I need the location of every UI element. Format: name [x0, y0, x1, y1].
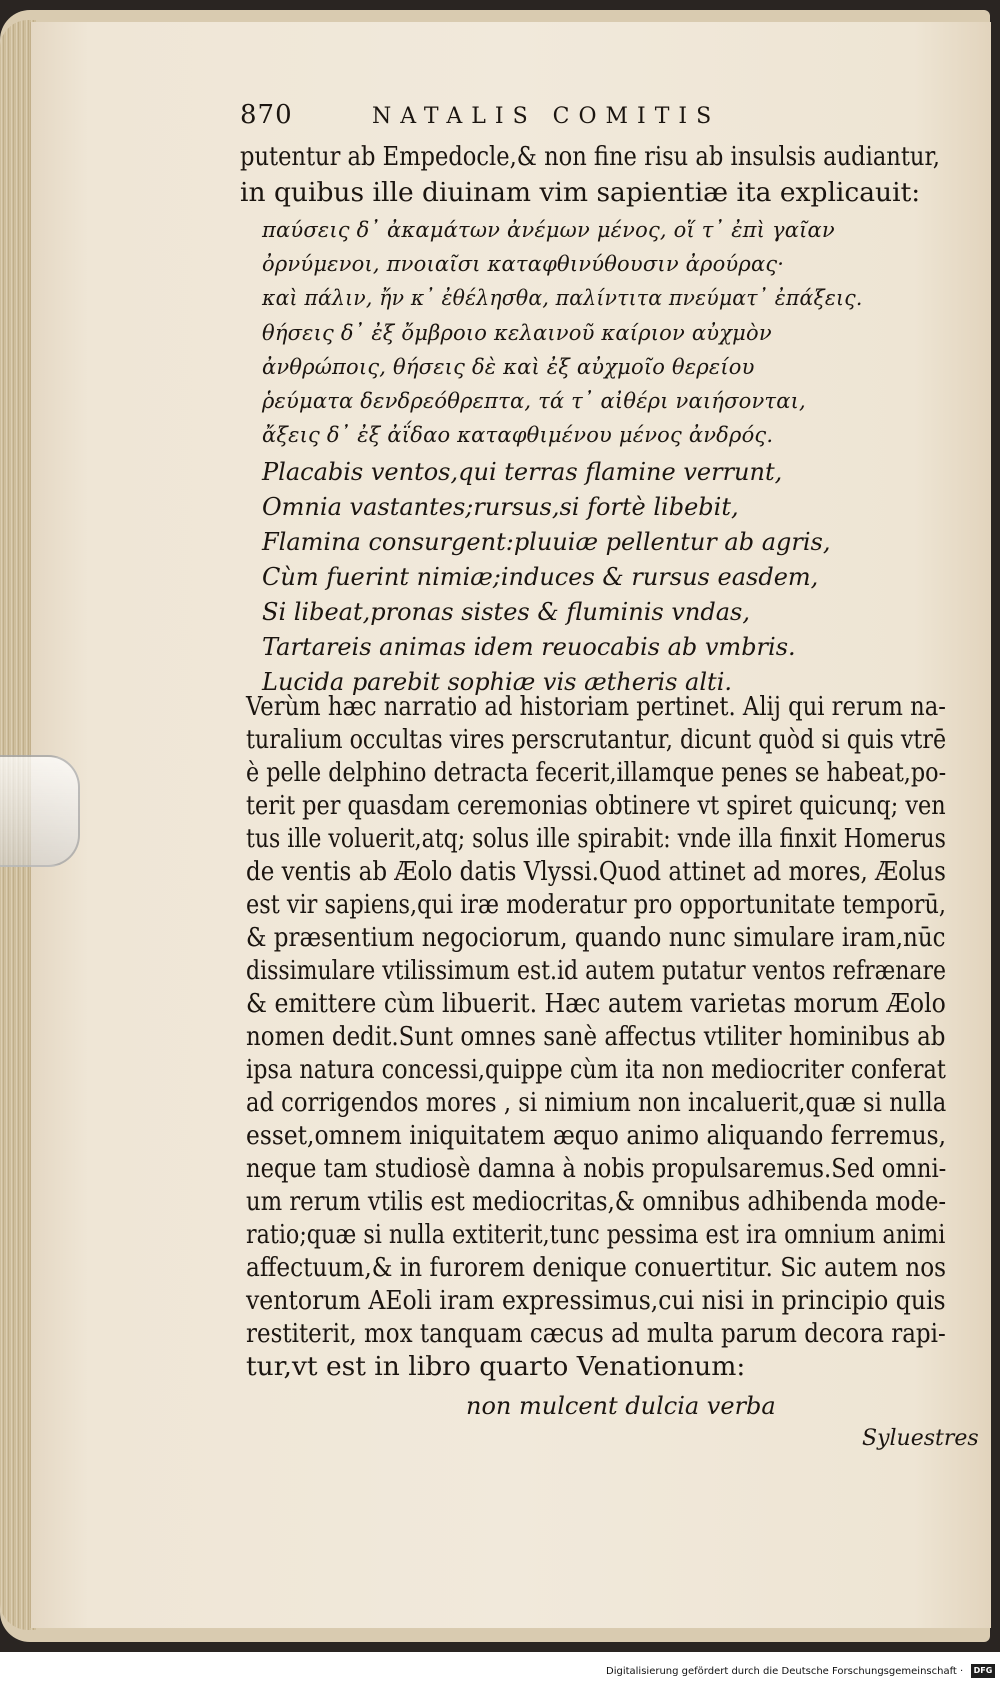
- body-line: neque tam studiosè damna à nobis propulsaremus.Sed omni-: [246, 1153, 947, 1184]
- latin-verse-line: Omnia vastantes;rursus,si fortè libebit,: [262, 493, 739, 521]
- body-line: nomen dedit.Sunt omnes sanè affectus vtiliter hominibus ab: [246, 1021, 946, 1052]
- body-line: terit per quasdam ceremonias obtinere vt spiret quicunq; ven: [246, 790, 946, 821]
- body-line: esset,omnem iniquitatem æquo animo aliquando ferremus,: [246, 1120, 947, 1151]
- footer-credit: Digitalisierung gefördert durch die Deutsche Forschungsgemeinschaft ·: [606, 1666, 964, 1677]
- latin-verse-line: Tartareis animas idem reuocabis ab vmbris.: [262, 633, 796, 661]
- body-line: ipsa natura concessi,quippe cùm ita non mediocriter conferat: [246, 1054, 946, 1085]
- greek-line: ῥεύματα δενδρεόθρεπτα, τά τ᾽ αἰθέρι ναιήσονται,: [262, 389, 806, 413]
- latin-verse-line: Placabis ventos,qui terras flamine verrunt,: [262, 458, 783, 486]
- body-line: Verùm hæc narratio ad historiam pertinet. Alij qui rerum na-: [246, 691, 946, 722]
- latin-verse-line: Lucida parebit sophiæ vis ætheris alti.: [262, 668, 732, 696]
- latin-verse-line: Cùm fuerint nimiæ;induces & rursus easdem,: [262, 563, 819, 591]
- body-line: ad corrigendos mores , si nimium non incaluerit,quæ si nulla: [246, 1087, 947, 1118]
- body-line: dissimulare vtilissimum est.id autem putatur ventos refrænare: [246, 955, 946, 986]
- greek-line: ὀρνύμενοι, πνοιαῖσι καταφθινύθουσιν ἀρούρας·: [262, 252, 785, 276]
- body-line: tur,vt est in libro quarto Venationum:: [246, 1351, 746, 1382]
- body-line: um rerum vtilis est mediocritas,& omnibus adhibenda mode-: [246, 1186, 947, 1217]
- body-line: turalium occultas vires perscrutantur, dicunt quòd si quis vtrē: [246, 724, 947, 755]
- dfg-logo: DFG: [971, 1664, 995, 1678]
- body-line: è pelle delphino detracta fecerit,illamque penes se habeat,po-: [246, 757, 947, 788]
- body-line: tus ille voluerit,atq; solus ille spirabit: vnde illa finxit Homerus: [246, 823, 946, 854]
- catchword: Syluestres: [862, 1426, 979, 1451]
- body-line: & præsentium negociorum, quando nunc simulare iram,nūc: [246, 922, 946, 953]
- latin-verse-line: Flamina consurgent:pluuiæ pellentur ab agris,: [262, 528, 831, 556]
- body-line: restiterit, mox tanquam cæcus ad multa parum decora rapi-: [246, 1318, 946, 1349]
- body-line: de ventis ab Æolo datis Vlyssi.Quod attinet ad mores, Æolus: [246, 856, 946, 887]
- body-line: est vir sapiens,qui iræ moderatur pro opportunitate temporū,: [246, 889, 947, 920]
- page-header: [240, 100, 830, 136]
- body-line: affectuum,& in furorem denique conuertitur. Sic autem nos: [246, 1252, 947, 1283]
- closing-verse: non mulcent dulcia verba: [466, 1392, 776, 1420]
- clasp: [0, 755, 80, 867]
- greek-line: καὶ πάλιν, ἤν κ᾽ ἐθέλησθα, παλίντιτα πνεύματ᾽ ἐπάξεις.: [262, 286, 863, 310]
- greek-line: παύσεις δ᾽ ἀκαμάτων ἀνέμων μένος, οἵ τ᾽ ἐπὶ γαῖαν: [262, 218, 835, 242]
- intro-line: putentur ab Empedocle,& non fine risu ab insulsis audiantur,: [240, 141, 940, 172]
- intro-line: in quibus ille diuinam vim sapientiæ ita explicauit:: [240, 177, 921, 208]
- greek-line: θήσεις δ᾽ ἐξ ὄμβροιο κελαινοῦ καίριον αὐχμὸν: [262, 321, 772, 345]
- greek-line: ἀνθρώποις, θήσεις δὲ καὶ ἐξ αὐχμοῖο θερείου: [262, 355, 755, 379]
- body-line: ventorum AEoli iram expressimus,cui nisi in principio quis: [246, 1285, 946, 1316]
- latin-verse-line: Si libeat,pronas sistes & fluminis vndas,: [262, 598, 750, 626]
- body-line: ratio;quæ si nulla extiterit,tunc pessima est ira omnium animi: [246, 1219, 946, 1250]
- page-number: 870: [240, 100, 293, 130]
- greek-line: ἄξεις δ᾽ ἐξ ἀΐδαο καταφθιμένου μένος ἀνδρός.: [262, 423, 774, 447]
- running-head: NATALIS COMITIS: [372, 104, 721, 129]
- body-line: & emittere cùm libuerit. Hæc autem varietas morum Æolo: [246, 988, 946, 1019]
